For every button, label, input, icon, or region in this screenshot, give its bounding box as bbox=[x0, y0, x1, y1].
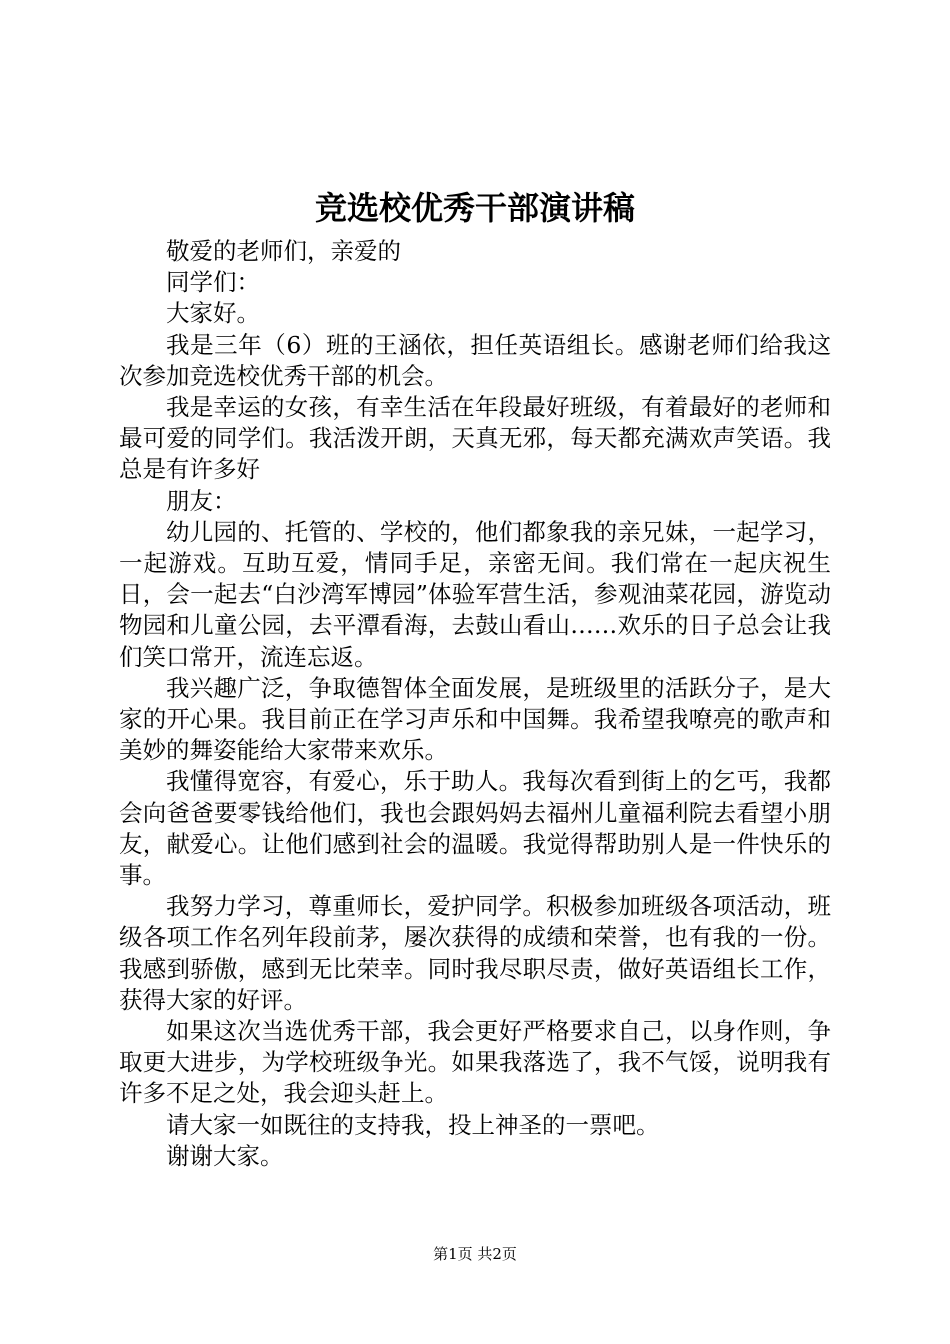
paragraph: 谢谢大家。 bbox=[166, 1141, 284, 1170]
paragraph: 同学们： bbox=[166, 268, 260, 297]
paragraph: 请大家一如既往的支持我，投上神圣的一票吧。 bbox=[166, 1110, 660, 1139]
paragraph: 朋友： bbox=[166, 486, 237, 515]
paragraph: 我兴趣广泛，争取德智体全面发展，是班级里的活跃分子，是大家的开心果。我目前正在学习声乐和中国舞。我希望我嘹亮的歌声和美妙的舞姿能给大家带来欢乐。 bbox=[119, 673, 831, 765]
paragraph: 我是幸运的女孩，有幸生活在年段最好班级，有着最好的老师和最可爱的同学们。我活泼开朗，天真无邪，每天都充满欢声笑语。我总是有许多好 bbox=[119, 393, 831, 484]
document-body bbox=[119, 236, 831, 1172]
paragraph: 大家好。 bbox=[166, 299, 260, 328]
page-number-footer: 第1页 共2页 bbox=[433, 1245, 517, 1263]
paragraph: 我懂得宽容，有爱心，乐于助人。我每次看到街上的乞丐，我都会向爸爸要零钱给他们，我也会跟妈妈去福州儿童福利院去看望小朋友，献爱心。让他们感到社会的温暖。我觉得帮助别人是一件快乐的事。 bbox=[119, 767, 831, 890]
document-title: 竞选校优秀干部演讲稿 bbox=[314, 189, 635, 227]
paragraph: 敬爱的老师们，亲爱的 bbox=[166, 237, 401, 265]
paragraph: 幼儿园的、托管的、学校的，他们都象我的亲兄妹，一起学习，一起游戏。互助互爱，情同手足，亲密无间。我们常在一起庆祝生日，会一起去“白沙湾军博园”体验军营生活，参观油菜花园，游览动物园和儿童公园，去平潭看海，去鼓山看山……欢乐的日子总会让我们笑口常开，流连忘返。 bbox=[119, 517, 831, 671]
paragraph: 我是三年（6）班的王涵依，担任英语组长。感谢老师们给我这次参加竞选校优秀干部的机会。 bbox=[119, 330, 831, 390]
paragraph: 我努力学习，尊重师长，爱护同学。积极参加班级各项活动，班级各项工作名列年段前茅，屡次获得的成绩和荣誉，也有我的一份。我感到骄傲，感到无比荣幸。同时我尽职尽责，做好英语组长工作，获得大家的好评。 bbox=[119, 892, 831, 1014]
paragraph: 如果这次当选优秀干部，我会更好严格要求自己，以身作则，争取更大进步，为学校班级争光。如果我落选了，我不气馁，说明我有许多不足之处，我会迎头赶上。 bbox=[119, 1017, 831, 1108]
